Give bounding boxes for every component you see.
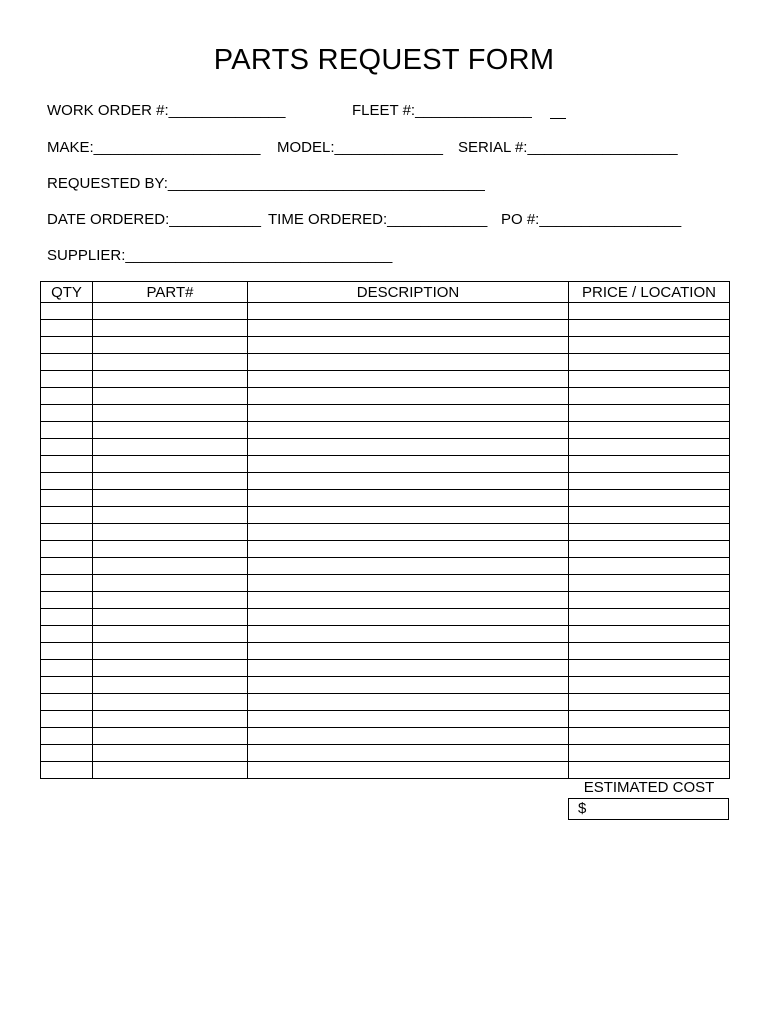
description-cell[interactable] xyxy=(248,694,569,711)
price-location-cell[interactable] xyxy=(569,541,730,558)
part-number-cell[interactable] xyxy=(93,439,248,456)
part-number-cell[interactable] xyxy=(93,643,248,660)
qty-cell[interactable] xyxy=(41,439,93,456)
description-cell[interactable] xyxy=(248,354,569,371)
qty-cell[interactable] xyxy=(41,660,93,677)
price-location-cell[interactable] xyxy=(569,575,730,592)
part-number-cell[interactable] xyxy=(93,660,248,677)
part-number-cell[interactable] xyxy=(93,354,248,371)
description-cell[interactable] xyxy=(248,745,569,762)
price-location-cell[interactable] xyxy=(569,337,730,354)
qty-cell[interactable] xyxy=(41,371,93,388)
column-header-qty: QTY xyxy=(41,282,93,303)
description-cell[interactable] xyxy=(248,405,569,422)
parts-table xyxy=(40,281,730,779)
description-cell[interactable] xyxy=(248,490,569,507)
price-location-cell[interactable] xyxy=(569,371,730,388)
table-row xyxy=(41,456,730,473)
description-cell[interactable] xyxy=(248,660,569,677)
price-location-cell[interactable] xyxy=(569,320,730,337)
description-cell[interactable] xyxy=(248,507,569,524)
qty-cell[interactable] xyxy=(41,456,93,473)
price-location-cell[interactable] xyxy=(569,507,730,524)
part-number-cell[interactable] xyxy=(93,541,248,558)
description-cell[interactable] xyxy=(248,626,569,643)
price-location-cell[interactable] xyxy=(569,660,730,677)
part-number-cell[interactable] xyxy=(93,371,248,388)
table-row xyxy=(41,592,730,609)
part-number-cell[interactable] xyxy=(93,592,248,609)
price-location-cell[interactable] xyxy=(569,388,730,405)
table-row xyxy=(41,490,730,507)
part-number-cell[interactable] xyxy=(93,405,248,422)
part-number-cell[interactable] xyxy=(93,626,248,643)
column-header-description: DESCRIPTION xyxy=(248,282,569,303)
description-cell[interactable] xyxy=(248,439,569,456)
description-cell[interactable] xyxy=(248,456,569,473)
qty-cell[interactable] xyxy=(41,677,93,694)
description-cell[interactable] xyxy=(248,388,569,405)
description-cell[interactable] xyxy=(248,677,569,694)
table-row xyxy=(41,677,730,694)
description-cell[interactable] xyxy=(248,711,569,728)
description-cell[interactable] xyxy=(248,524,569,541)
qty-cell[interactable] xyxy=(41,762,93,779)
po-field[interactable]: PO #:_________________ xyxy=(501,211,682,228)
description-cell[interactable] xyxy=(248,592,569,609)
column-header-price-location: PRICE / LOCATION xyxy=(569,282,730,303)
part-number-cell[interactable] xyxy=(93,728,248,745)
part-number-cell[interactable] xyxy=(93,524,248,541)
qty-cell[interactable] xyxy=(41,728,93,745)
table-row xyxy=(41,745,730,762)
blank-underline xyxy=(550,118,566,119)
qty-cell[interactable] xyxy=(41,337,93,354)
part-number-cell[interactable] xyxy=(93,388,248,405)
part-number-cell[interactable] xyxy=(93,677,248,694)
price-location-cell[interactable] xyxy=(569,609,730,626)
price-location-cell[interactable] xyxy=(569,694,730,711)
qty-cell[interactable] xyxy=(41,575,93,592)
table-row xyxy=(41,388,730,405)
qty-cell[interactable] xyxy=(41,609,93,626)
make-field[interactable]: MAKE:____________________ xyxy=(47,139,261,156)
price-location-cell[interactable] xyxy=(569,354,730,371)
qty-cell[interactable] xyxy=(41,490,93,507)
table-row xyxy=(41,575,730,592)
table-row xyxy=(41,439,730,456)
price-location-cell[interactable] xyxy=(569,473,730,490)
table-row xyxy=(41,337,730,354)
table-row xyxy=(41,660,730,677)
price-location-cell[interactable] xyxy=(569,303,730,320)
table-row xyxy=(41,371,730,388)
price-location-cell[interactable] xyxy=(569,490,730,507)
qty-cell[interactable] xyxy=(41,524,93,541)
table-row xyxy=(41,524,730,541)
qty-cell[interactable] xyxy=(41,303,93,320)
description-cell[interactable] xyxy=(248,575,569,592)
estimated-cost-field[interactable] xyxy=(568,798,729,820)
description-cell[interactable] xyxy=(248,422,569,439)
price-location-cell[interactable] xyxy=(569,439,730,456)
description-cell[interactable] xyxy=(248,303,569,320)
table-row xyxy=(41,507,730,524)
table-row xyxy=(41,694,730,711)
requested-by-field[interactable]: REQUESTED BY:______________________________________ xyxy=(47,175,485,192)
table-row xyxy=(41,711,730,728)
table-row xyxy=(41,422,730,439)
table-row xyxy=(41,354,730,371)
qty-cell[interactable] xyxy=(41,541,93,558)
qty-cell[interactable] xyxy=(41,711,93,728)
table-row xyxy=(41,405,730,422)
part-number-cell[interactable] xyxy=(93,320,248,337)
price-location-cell[interactable] xyxy=(569,677,730,694)
price-location-cell[interactable] xyxy=(569,745,730,762)
serial-field[interactable]: SERIAL #:__________________ xyxy=(458,139,678,156)
table-row xyxy=(41,303,730,320)
table-row xyxy=(41,541,730,558)
qty-cell[interactable] xyxy=(41,558,93,575)
price-location-cell[interactable] xyxy=(569,626,730,643)
description-cell[interactable] xyxy=(248,558,569,575)
qty-cell[interactable] xyxy=(41,320,93,337)
description-cell[interactable] xyxy=(248,541,569,558)
date-ordered-field[interactable]: DATE ORDERED:___________ xyxy=(47,211,261,228)
price-location-cell[interactable] xyxy=(569,643,730,660)
table-row xyxy=(41,473,730,490)
fleet-field[interactable]: FLEET #:______________ xyxy=(352,102,532,119)
qty-cell[interactable] xyxy=(41,592,93,609)
part-number-cell[interactable] xyxy=(93,558,248,575)
part-number-cell[interactable] xyxy=(93,745,248,762)
description-cell[interactable] xyxy=(248,609,569,626)
table-row xyxy=(41,626,730,643)
qty-cell[interactable] xyxy=(41,507,93,524)
price-location-cell[interactable] xyxy=(569,558,730,575)
form-title: PARTS REQUEST FORM xyxy=(213,44,555,76)
price-location-cell[interactable] xyxy=(569,592,730,609)
description-cell[interactable] xyxy=(248,371,569,388)
table-row xyxy=(41,320,730,337)
part-number-cell[interactable] xyxy=(93,456,248,473)
part-number-cell[interactable] xyxy=(93,337,248,354)
time-ordered-field[interactable]: TIME ORDERED:____________ xyxy=(268,211,488,228)
price-location-cell[interactable] xyxy=(569,405,730,422)
table-row xyxy=(41,643,730,660)
price-location-cell[interactable] xyxy=(569,728,730,745)
price-location-cell[interactable] xyxy=(569,762,730,779)
price-location-cell[interactable] xyxy=(569,456,730,473)
part-number-cell[interactable] xyxy=(93,694,248,711)
description-cell[interactable] xyxy=(248,643,569,660)
part-number-cell[interactable] xyxy=(93,575,248,592)
table-row xyxy=(41,609,730,626)
qty-cell[interactable] xyxy=(41,473,93,490)
qty-cell[interactable] xyxy=(41,626,93,643)
table-row xyxy=(41,558,730,575)
part-number-cell[interactable] xyxy=(93,507,248,524)
part-number-cell[interactable] xyxy=(93,609,248,626)
part-number-cell[interactable] xyxy=(93,303,248,320)
supplier-field[interactable]: SUPPLIER:________________________________ xyxy=(47,247,393,264)
estimated-cost-label: ESTIMATED COST xyxy=(583,779,715,796)
table-row xyxy=(41,728,730,745)
part-number-cell[interactable] xyxy=(93,422,248,439)
qty-cell[interactable] xyxy=(41,643,93,660)
table-row xyxy=(41,762,730,779)
qty-cell[interactable] xyxy=(41,422,93,439)
part-number-cell[interactable] xyxy=(93,762,248,779)
parts-table-body xyxy=(41,303,730,779)
description-cell[interactable] xyxy=(248,728,569,745)
price-location-cell[interactable] xyxy=(569,711,730,728)
description-cell[interactable] xyxy=(248,473,569,490)
description-cell[interactable] xyxy=(248,320,569,337)
qty-cell[interactable] xyxy=(41,388,93,405)
qty-cell[interactable] xyxy=(41,405,93,422)
description-cell[interactable] xyxy=(248,337,569,354)
column-header-part: PART# xyxy=(93,282,248,303)
table-header-row xyxy=(41,282,730,303)
qty-cell[interactable] xyxy=(41,694,93,711)
part-number-cell[interactable] xyxy=(93,473,248,490)
part-number-cell[interactable] xyxy=(93,711,248,728)
currency-symbol: $ xyxy=(578,800,587,817)
model-field[interactable]: MODEL:_____________ xyxy=(277,139,443,156)
part-number-cell[interactable] xyxy=(93,490,248,507)
qty-cell[interactable] xyxy=(41,745,93,762)
price-location-cell[interactable] xyxy=(569,524,730,541)
price-location-cell[interactable] xyxy=(569,422,730,439)
description-cell[interactable] xyxy=(248,762,569,779)
work-order-field[interactable]: WORK ORDER #:______________ xyxy=(47,102,286,119)
qty-cell[interactable] xyxy=(41,354,93,371)
